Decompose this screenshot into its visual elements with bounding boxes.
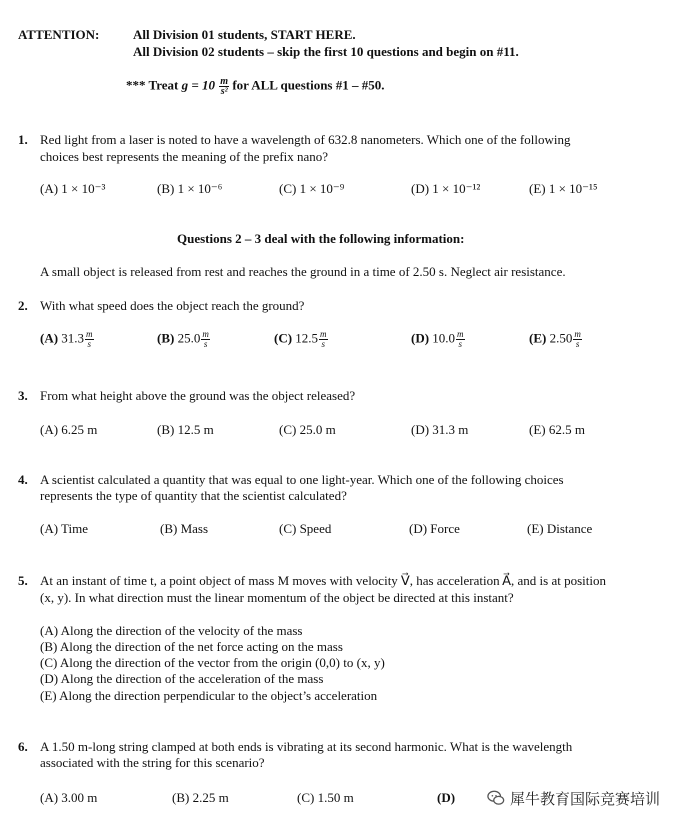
speed-unit — [573, 330, 582, 349]
answer-option[interactable]: (D) — [437, 790, 456, 805]
option-value: 2.50 — [549, 330, 573, 346]
question-number: 3. — [18, 388, 28, 403]
option-letter: (E) — [529, 330, 547, 346]
watermark-text: 犀牛教育国际竞赛培训 — [509, 789, 660, 808]
unit-num: m — [86, 329, 93, 339]
unit-den: s — [458, 339, 463, 349]
answer-option[interactable] — [157, 330, 210, 349]
answer-option[interactable]: (A) 6.25 m — [40, 422, 98, 437]
watermark — [483, 785, 664, 811]
option-value: 10.0 — [432, 330, 456, 346]
answer-option[interactable]: (B) 12.5 m — [157, 422, 214, 437]
question-number: 4. — [18, 472, 28, 487]
answer-option[interactable]: (E) Along the direction perpendicular to the object’s acceleration — [40, 688, 378, 703]
header-line-2: All Division 02 students – skip the first 10 questions and begin on #11. — [133, 44, 519, 59]
wechat-icon — [487, 789, 505, 807]
answer-option[interactable]: (D) Force — [409, 521, 460, 536]
answer-option[interactable]: (C) Speed — [279, 521, 332, 536]
question-text-line: With what speed does the object reach the ground? — [40, 298, 305, 313]
question-text-line: choices best represents the meaning of the prefix nano? — [40, 149, 329, 164]
answer-option[interactable]: (A) 3.00 m — [40, 790, 98, 805]
answer-option[interactable] — [529, 330, 582, 349]
answer-option[interactable]: (A) Time — [40, 521, 89, 536]
unit-den: s — [203, 339, 208, 349]
question-text-line: (x, y). In what direction must the linear momentum of the object be directed at this instant? — [40, 590, 514, 605]
question-text-line: associated with the string for this scenario? — [40, 755, 265, 770]
unit-den: s — [575, 339, 580, 349]
answer-option[interactable]: (B) Mass — [160, 521, 209, 536]
unit-num: m — [202, 329, 209, 339]
option-letter: (D) — [411, 330, 430, 346]
answer-option[interactable] — [274, 330, 328, 349]
answer-option[interactable]: (B) 2.25 m — [172, 790, 229, 805]
answer-option[interactable]: (C) Along the direction of the vector from the origin (0,0) to (x, y) — [40, 655, 385, 670]
option-value: 25.0 — [177, 330, 201, 346]
gravity-note-prefix: *** Treat — [126, 77, 179, 93]
unit-den: s — [87, 339, 92, 349]
speed-unit — [319, 330, 328, 349]
gravity-note-equation: g = 10 — [181, 77, 216, 93]
answer-option[interactable]: (C) 1.50 m — [297, 790, 354, 805]
answer-option[interactable]: (B) 1 × 10⁻⁶ — [157, 181, 223, 196]
question-text-line: represents the type of quantity that the scientist calculated? — [40, 488, 347, 503]
unit-den: s — [321, 339, 326, 349]
answer-option[interactable]: (C) 1 × 10⁻⁹ — [279, 181, 345, 196]
option-letter: (C) — [274, 330, 293, 346]
question-number: 5. — [18, 573, 28, 588]
answer-option[interactable]: (E) 62.5 m — [529, 422, 585, 437]
question-number: 1. — [18, 132, 28, 147]
question-text-line: A 1.50 m-long string clamped at both ends is vibrating at its second harmonic. What is the wavelength — [40, 739, 573, 754]
speed-unit — [85, 330, 94, 349]
answer-option[interactable]: (D) 1 × 10⁻¹² — [411, 181, 481, 196]
header-line-1: All Division 01 students, START HERE. — [133, 27, 356, 42]
answer-option[interactable] — [40, 330, 94, 349]
answer-option[interactable] — [411, 330, 465, 349]
attention-label: ATTENTION: — [18, 27, 100, 42]
question-text-line: Red light from a laser is noted to have a wavelength of 632.8 nanometers. Which one of the following — [40, 132, 571, 147]
question-text-line: A scientist calculated a quantity that was equal to one light-year. Which one of the following choices — [40, 472, 564, 487]
question-number: 6. — [18, 739, 28, 754]
gravity-note-suffix: for ALL questions #1 – #50. — [232, 77, 385, 93]
option-letter: (A) — [40, 330, 59, 346]
gravity-unit — [219, 77, 229, 96]
answer-option[interactable]: (D) 31.3 m — [411, 422, 469, 437]
answer-option[interactable]: (D) Along the direction of the acceleration of the mass — [40, 671, 324, 686]
answer-option[interactable]: (A) Along the direction of the velocity of the mass — [40, 623, 303, 638]
question-number: 2. — [18, 298, 28, 313]
gravity-note — [126, 77, 385, 96]
answer-option[interactable]: (E) 1 × 10⁻¹⁵ — [529, 181, 598, 196]
unit-num: m — [457, 329, 464, 339]
answer-option[interactable]: (A) 1 × 10⁻³ — [40, 181, 106, 196]
option-value: 12.5 — [295, 330, 319, 346]
option-value: 31.3 — [61, 330, 85, 346]
question-text-line: At an instant of time t, a point object of mass M moves with velocity V⃗, has acceleration A⃗, and is at position — [40, 573, 606, 588]
answer-option[interactable]: (E) Distance — [527, 521, 593, 536]
answer-option[interactable]: (B) Along the direction of the net force acting on the mass — [40, 639, 343, 654]
group-info: A small object is released from rest and reaches the ground in a time of 2.50 s. Neglect air resistance. — [40, 264, 566, 279]
unit-num: m — [320, 329, 327, 339]
question-text-line: From what height above the ground was the object released? — [40, 388, 356, 403]
speed-unit — [456, 330, 465, 349]
speed-unit — [201, 330, 210, 349]
unit-num: m — [574, 329, 581, 339]
group-heading: Questions 2 – 3 deal with the following information: — [177, 231, 465, 246]
option-letter: (B) — [157, 330, 175, 346]
answer-option[interactable]: (C) 25.0 m — [279, 422, 336, 437]
gravity-unit-den: s² — [220, 86, 228, 97]
gravity-unit-num: m — [220, 76, 229, 87]
